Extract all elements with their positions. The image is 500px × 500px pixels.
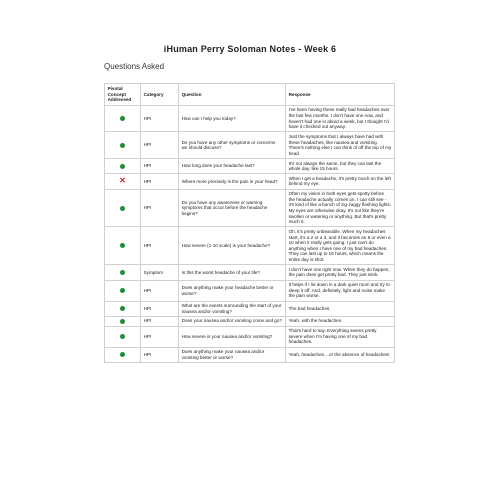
question-cell: Where more precisely is the pain in your head? xyxy=(179,174,286,189)
table-row xyxy=(105,326,395,347)
questions-table xyxy=(104,83,395,363)
pivotal-concept-cell xyxy=(105,265,141,280)
header-category: Category xyxy=(141,84,179,106)
red-x-icon: ✕ xyxy=(119,176,126,186)
question-cell: Is this the worst headache of your life? xyxy=(179,265,286,280)
table-row xyxy=(105,227,395,265)
table-row xyxy=(105,280,395,301)
response-cell: The bad headaches. xyxy=(286,301,395,316)
green-dot-icon xyxy=(120,306,125,311)
header-question: Question xyxy=(179,84,286,106)
green-dot-icon xyxy=(120,270,125,275)
category-cell: HPI xyxy=(141,189,179,227)
table-row xyxy=(105,132,395,159)
header-response: Response xyxy=(286,84,395,106)
response-cell: I don't have one right now. When they do happen, the pain does get pretty bad. They just stink. xyxy=(286,265,395,280)
table-row xyxy=(105,265,395,280)
table-row xyxy=(105,189,395,227)
table-row xyxy=(105,316,395,326)
table-row xyxy=(105,158,395,173)
pivotal-concept-cell xyxy=(105,326,141,347)
response-cell: Yeah, headaches....or the absence of headaches! xyxy=(286,347,395,362)
pivotal-concept-cell xyxy=(105,105,141,132)
response-cell: Yeah, with the headaches. xyxy=(286,316,395,326)
question-cell: What are the events surrounding the start of your nausea and/or vomiting? xyxy=(179,301,286,316)
pivotal-concept-cell xyxy=(105,280,141,301)
header-pivotal-concept: Pivotal Concept Addressed xyxy=(105,84,141,106)
green-dot-icon xyxy=(120,206,125,211)
green-dot-icon xyxy=(120,352,125,357)
category-cell: HPI xyxy=(141,227,179,265)
response-cell: Oh, it's pretty unbearable. When my headaches start, it's a 2 or a 3, and it becomes an 8 or even a 10 when it really gets going. I just can't do anything when I have one of my bad headaches. They can last up to 15 hours, which means the entire day is shot. xyxy=(286,227,395,265)
category-cell: Symptom xyxy=(141,265,179,280)
response-cell: It helps if I lie down in a dark quiet room and try to sleep it off. And, definitely, light and noise make the pain worse. xyxy=(286,280,395,301)
pivotal-concept-cell xyxy=(105,174,141,189)
question-cell: How severe is your nausea and/or vomiting? xyxy=(179,326,286,347)
section-heading: Questions Asked xyxy=(104,62,165,71)
category-cell: HPI xyxy=(141,132,179,159)
table-header-row xyxy=(105,84,395,106)
response-cell: When I get a headache, it's pretty much on the left behind my eye. xyxy=(286,174,395,189)
pivotal-concept-cell xyxy=(105,158,141,173)
pivotal-concept-cell xyxy=(105,132,141,159)
category-cell: HPI xyxy=(141,316,179,326)
question-cell: Does anything make your nausea and/or vomiting better or worse? xyxy=(179,347,286,362)
green-dot-icon xyxy=(120,288,125,293)
question-cell: Does anything make your headache better or worse? xyxy=(179,280,286,301)
pivotal-concept-cell xyxy=(105,189,141,227)
question-cell: How severe (1-10 scale) is your headache? xyxy=(179,227,286,265)
response-cell: Often my vision in both eyes gets spotty before the headache actually comes on. I can still see - it's kind of like a bunch of zig-zaggy flashing lights. My eyes are otherwise okay. It's not like they're swollen or watering or anything. But that's pretty much it. xyxy=(286,189,395,227)
pivotal-concept-cell xyxy=(105,227,141,265)
green-dot-icon xyxy=(120,164,125,169)
response-cell: I've been having these really bad headaches over the last few months. I don't have one now, and haven't had one in about a week, but I thought I'd have it checked out anyway. xyxy=(286,105,395,132)
category-cell: HPI xyxy=(141,174,179,189)
category-cell: HPI xyxy=(141,326,179,347)
response-cell: It's not always the same, but they can last the whole day, like 15 hours. xyxy=(286,158,395,173)
green-dot-icon xyxy=(120,319,125,324)
pivotal-concept-cell xyxy=(105,301,141,316)
green-dot-icon xyxy=(120,116,125,121)
question-cell: Do you have any awareness or warning symptoms that occur before the headache begins? xyxy=(179,189,286,227)
green-dot-icon xyxy=(120,334,125,339)
green-dot-icon xyxy=(120,243,125,248)
response-cell: That's hard to say. Everything seems pretty severe when I'm having one of my bad headaches. xyxy=(286,326,395,347)
page-title: iHuman Perry Soloman Notes - Week 6 xyxy=(163,44,337,54)
table-row xyxy=(105,105,395,132)
question-cell: Does your nausea and/or vomiting come and go? xyxy=(179,316,286,326)
category-cell: HPI xyxy=(141,347,179,362)
category-cell: HPI xyxy=(141,105,179,132)
category-cell: HPI xyxy=(141,158,179,173)
table-row xyxy=(105,174,395,189)
pivotal-concept-cell xyxy=(105,347,141,362)
category-cell: HPI xyxy=(141,280,179,301)
table-row xyxy=(105,347,395,362)
question-cell: Do you have any other symptoms or concerns we should discuss? xyxy=(179,132,286,159)
category-cell: HPI xyxy=(141,301,179,316)
response-cell: Just the symptoms that I always have had with these headaches, like nausea and vomiting. There's nothing else I can think of off the top of my head. xyxy=(286,132,395,159)
question-cell: How can I help you today? xyxy=(179,105,286,132)
table-row xyxy=(105,301,395,316)
question-cell: How long does your headache last? xyxy=(179,158,286,173)
green-dot-icon xyxy=(120,143,125,148)
pivotal-concept-cell xyxy=(105,316,141,326)
